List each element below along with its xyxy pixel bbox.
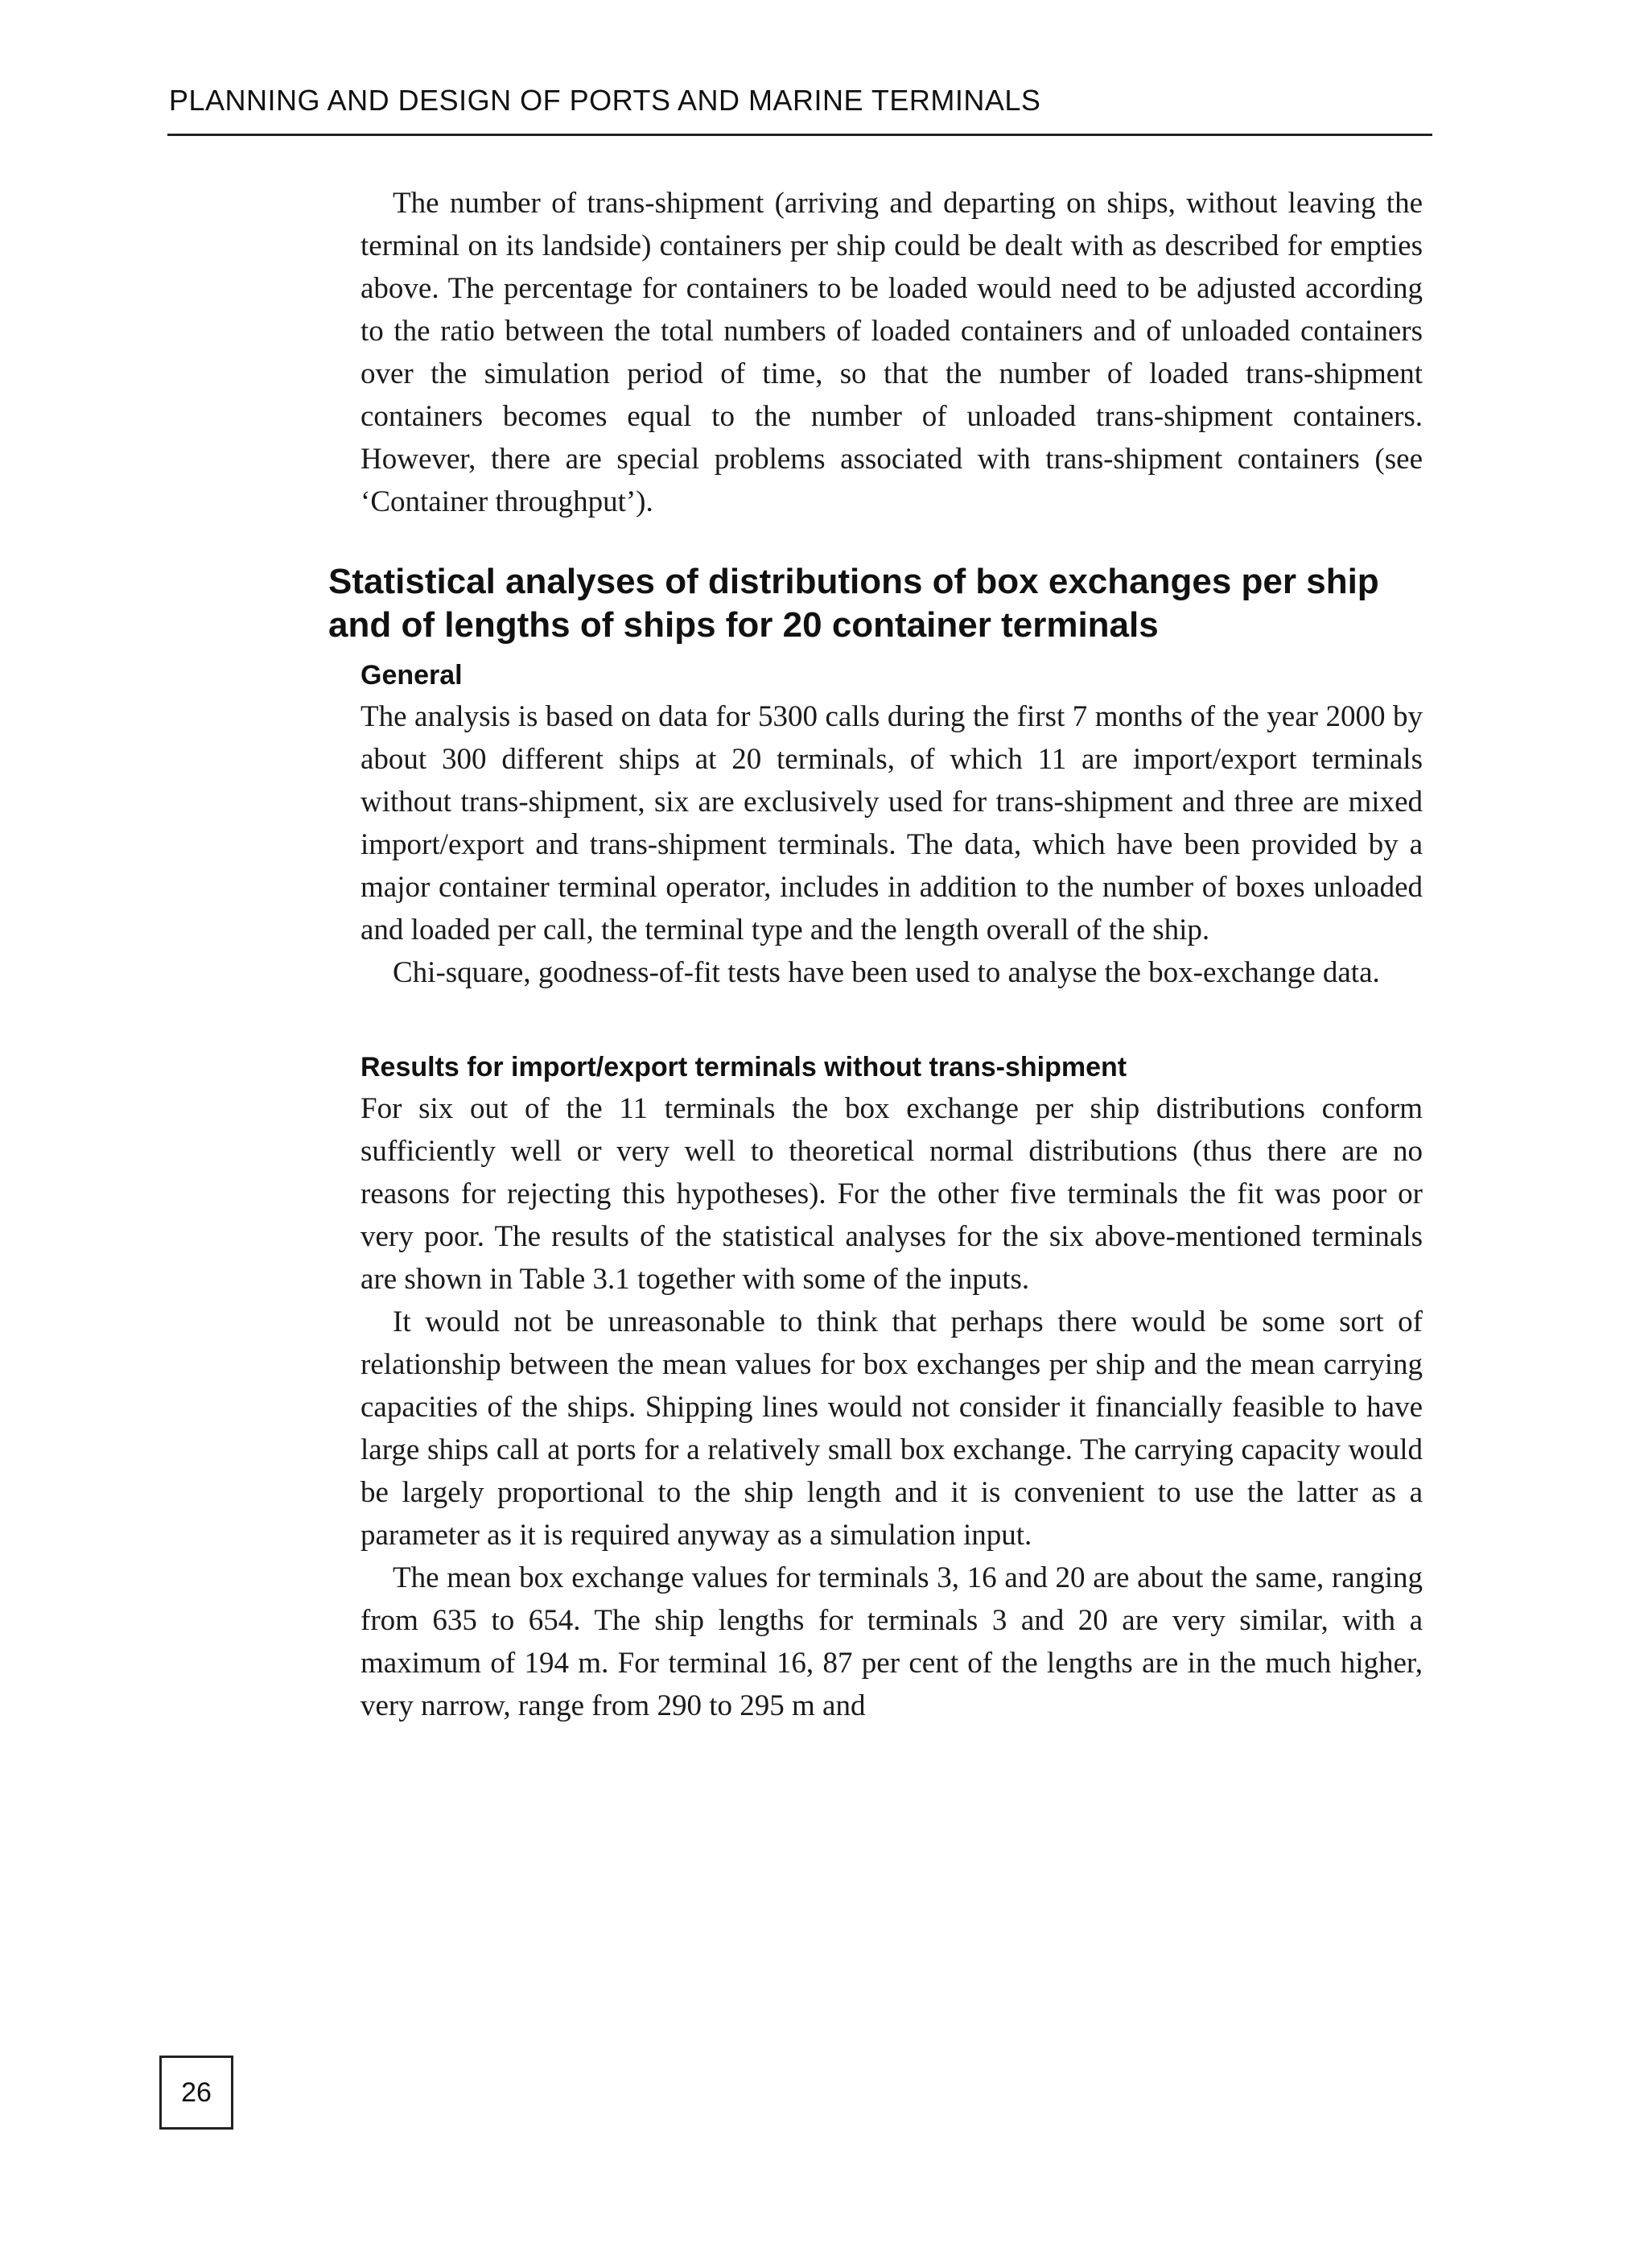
section-title: Statistical analyses of distributions of box exchanges per ship and of lengths of ships for 20 container terminals [328,562,1379,645]
general-paragraph-2: Chi-square, goodness-of-fit tests have been used to analyse the box-exchange data. [393,956,1380,989]
general-paragraph-1: The analysis is based on data for 5300 calls during the first 7 months of the year 2000 by about 300 different ships at 20 terminals, of which 11 are import/export terminals without trans-shipment, six are exclusively used for trans-shipment and three are mixed import/export and trans-shipment terminals. The data, which have been provided by a major container terminal operator, includes in addition to the number of boxes unloaded and loaded per call, the terminal type and the length overall of the ship. [360,700,1423,946]
results-paragraph-1: For six out of the 11 terminals the box exchange per ship distributions conform sufficiently well or very well to theoretical normal distributions (thus there are no reasons for rejecting this hypotheses). For the other five terminals the fit was poor or very poor. The results of the statistical analyses for the six above-mentioned terminals are shown in Table 3.1 together with some of the inputs. [360,1092,1423,1296]
page-number: 26 [181,2076,212,2108]
page-content [328,182,1423,1727]
page-number-box [159,2056,233,2130]
intro-paragraph: The number of trans-shipment (arriving and departing on ships, without leaving the terminal on its landside) containers per ship could be dealt with as described for empties above. The percentage for containers to be loaded would need to be adjusted according to the ratio between the total numbers of loaded containers and of unloaded containers over the simulation period of time, so that the number of loaded trans-shipment containers becomes equal to the number of unloaded trans-shipment containers. However, there are special problems associated with trans-shipment containers (see ‘Container throughput’). [360,187,1423,518]
subheading-results: Results for import/export terminals without trans-shipment [360,1052,1127,1082]
header-rule [167,134,1432,136]
results-paragraph-2: It would not be unreasonable to think that perhaps there would be some sort of relationship between the mean values for box exchanges per ship and the mean carrying capacities of the ships. Shipping lines would not consider it financially feasible to have large ships call at ports for a relatively small box exchange. The carrying capacity would be largely proportional to the ship length and it is convenient to use the latter as a parameter as it is required anyway as a simulation input. [360,1305,1423,1552]
running-head-title: PLANNING AND DESIGN OF PORTS AND MARINE TERMINALS [169,84,1041,117]
subheading-general: General [360,660,463,691]
results-paragraph-3: The mean box exchange values for terminals 3, 16 and 20 are about the same, ranging from 635 to 654. The ship lengths for terminals 3 and 20 are very similar, with a maximum of 194 m. For terminal 16, 87 per cent of the lengths are in the much higher, very narrow, range from 290 to 295 m and [360,1561,1423,1722]
